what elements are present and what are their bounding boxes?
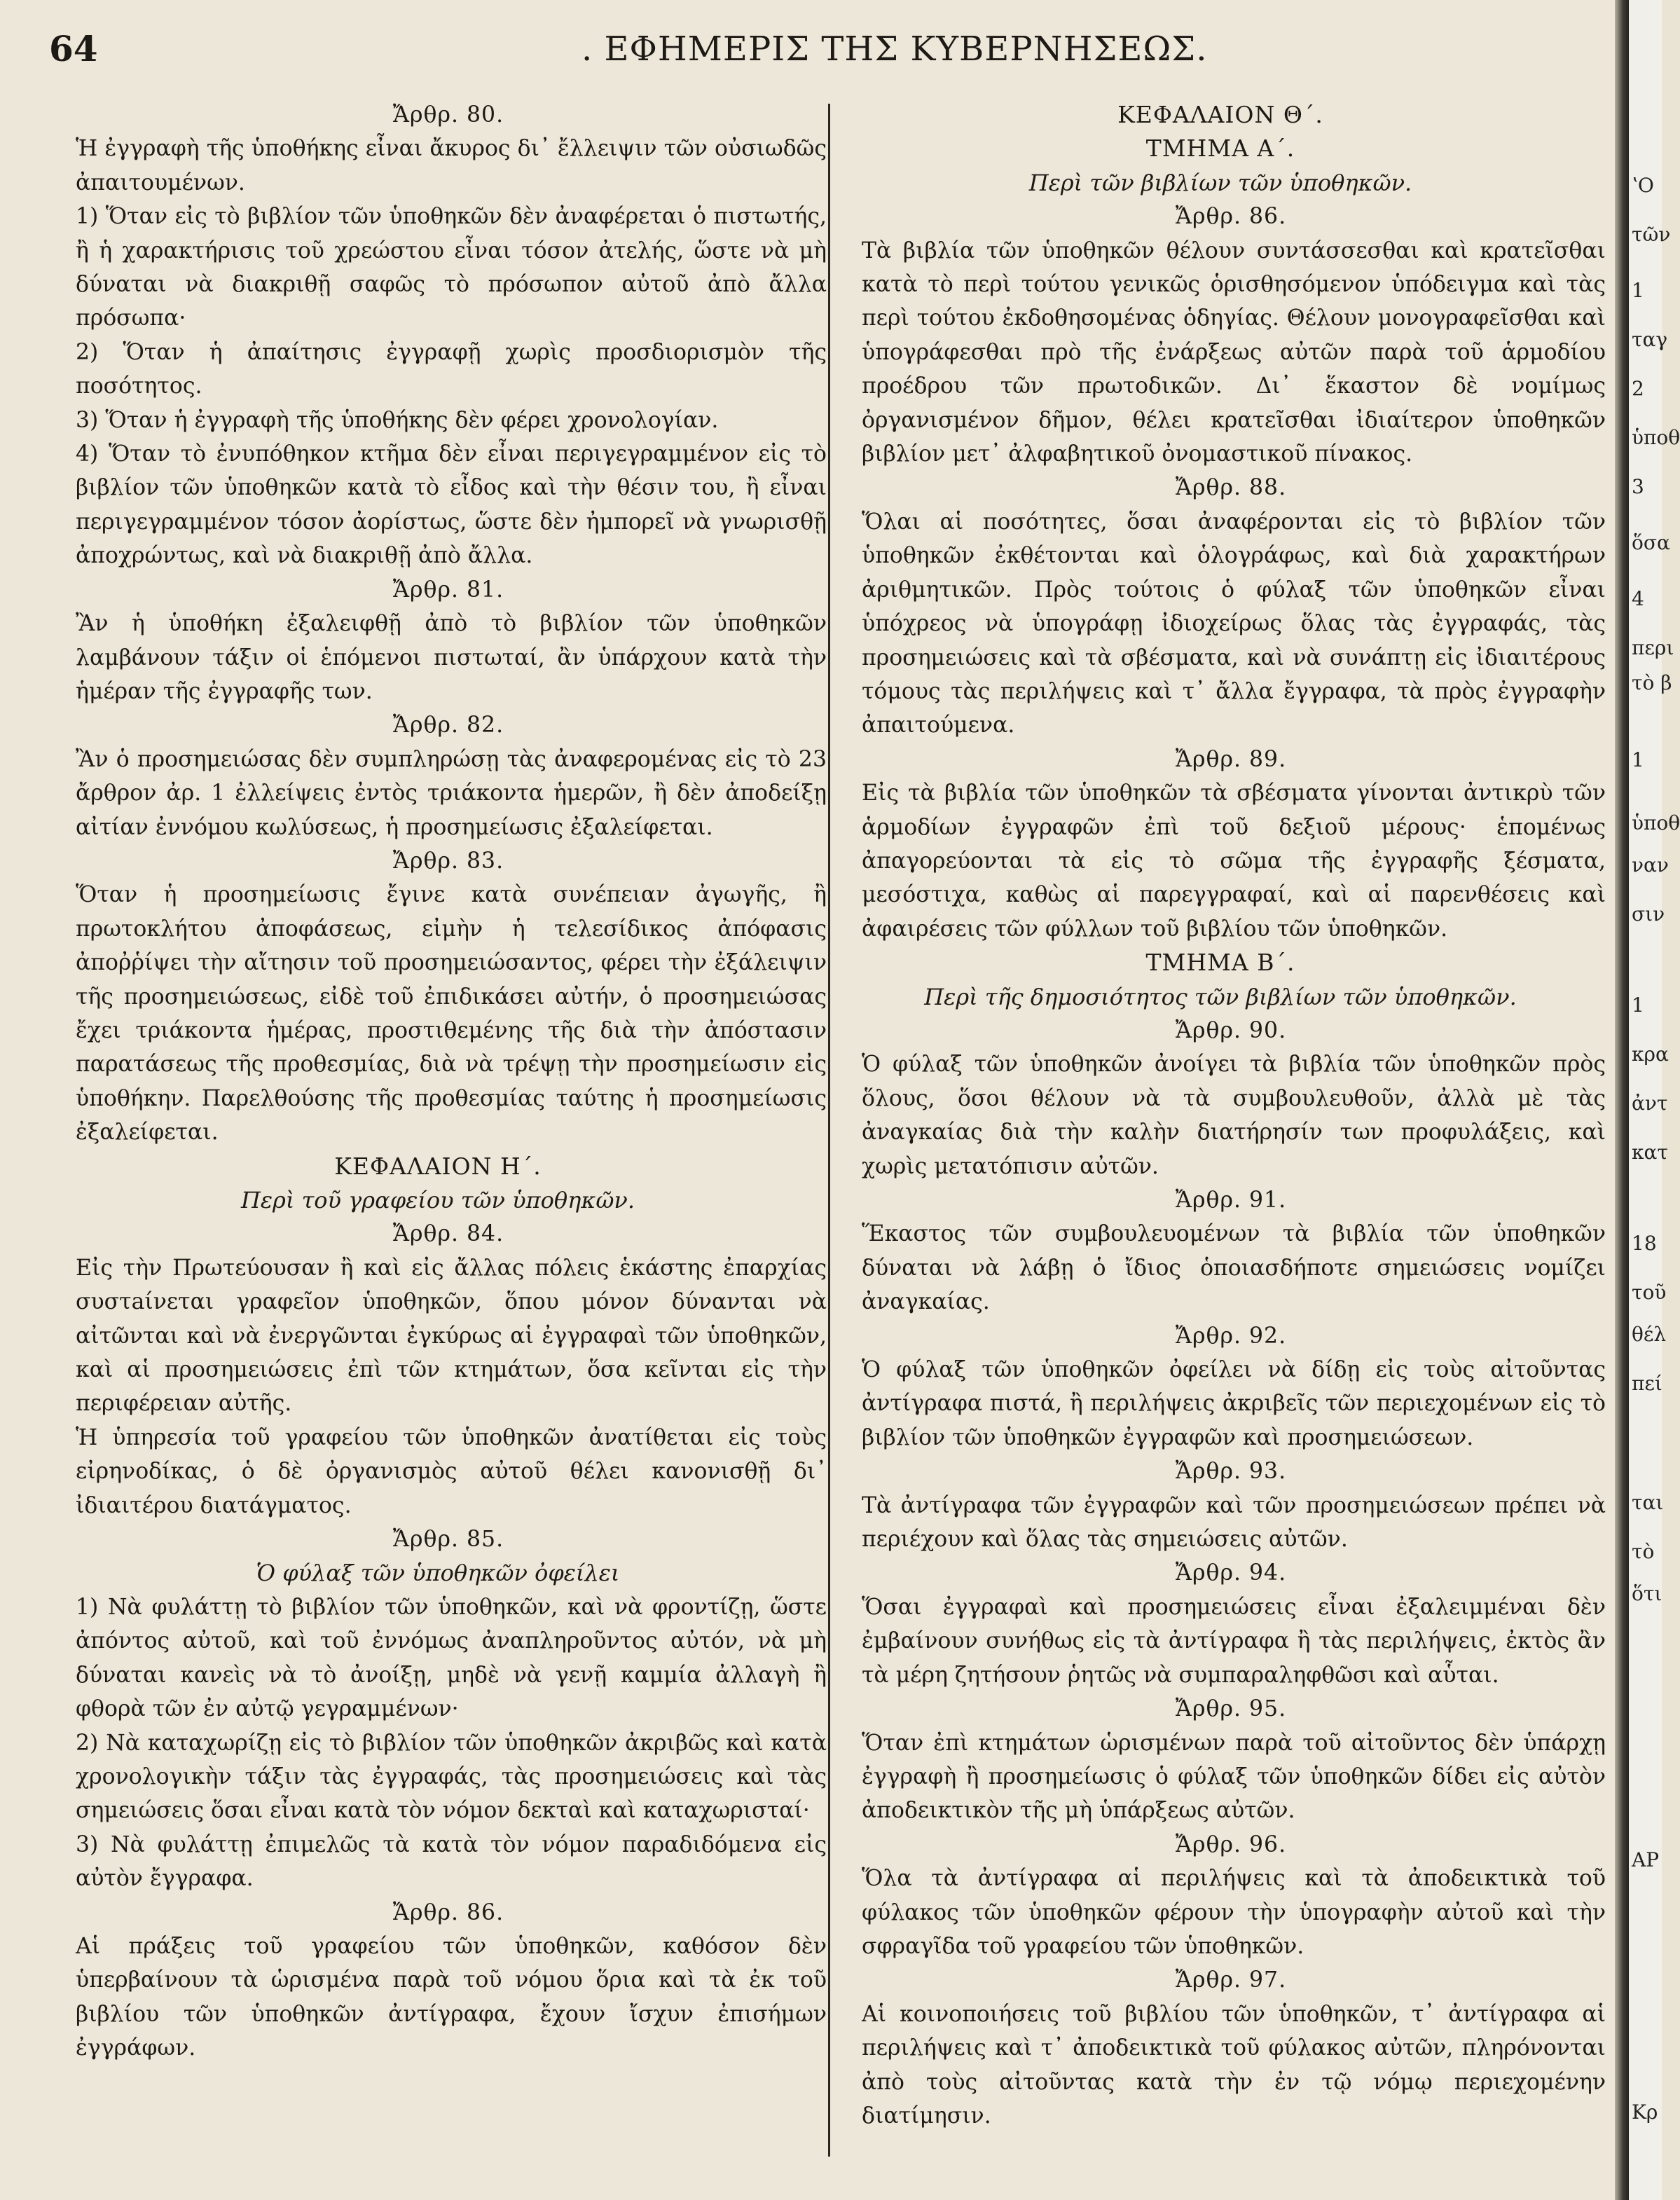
- article-number: Ἄρθρ. 86.: [392, 1899, 504, 1925]
- paragraph: 2) Ὅταν ἡ ἀπαίτησις ἐγγραφῇ χωρὶς προσδιορισμὸν τῆς ποσότητος.: [76, 339, 827, 399]
- adjacent-page-fragment: τὸ: [1632, 1540, 1655, 1563]
- adjacent-page-fragment: 3: [1632, 475, 1644, 498]
- adjacent-page-fragment: AP: [1632, 1848, 1660, 1871]
- adjacent-page-fragment: ταγ: [1632, 328, 1668, 351]
- paragraph: 4) Ὅταν τὸ ἐνυπόθηκον κτῆμα δὲν εἶναι περιγεγραμμένον εἰς τὸ βιβλίον τῶν ὑποθηκῶν κατὰ τὸ εἶδος καὶ τὴν θέσιν του, ἢ εἶναι περιγεγραμμένον τόσον ἀορίστως, ὥστε δὲν ἠμπορεῖ νὰ γνωρισθῇ ἀποχρώντως, καὶ νὰ διακριθῇ ἀπὸ ἄλλα.: [76, 441, 827, 569]
- adjacent-page-fragment: ὑποθ: [1632, 811, 1680, 834]
- article-number: Ἄρθρ. 82.: [392, 713, 504, 738]
- article-number: Ἄρθρ. 80.: [392, 102, 504, 128]
- column-divider: [828, 104, 830, 2157]
- paragraph: Ἂν ἡ ὑποθήκη ἐξαλειφθῇ ἀπὸ τὸ βιβλίον τῶν ὑποθηκῶν λαμβάνουν τάξιν οἱ ἑπόμενοι πιστωταί, ἂν ὑπάρχουν κατὰ τὴν ἡμέραν τῆς ἐγγραφῆς των.: [76, 611, 827, 704]
- adjacent-page-fragment: ὑποθ: [1632, 426, 1680, 449]
- paragraph: Τὰ βιβλία τῶν ὑποθηκῶν θέλουν συντάσσεσθαι καὶ κρατεῖσθαι κατὰ τὸ περὶ τούτου γενικῶς ὁρισθησόμενον ὑπόδειγμα καὶ τὰς περὶ τούτου ἐκδοθησομένας ὁδηγίας. Θέλουν μονογραφεῖσθαι καὶ ὑπογράφεσθαι πρὸ τῆς ἐνάρξεως αὐτῶν παρὰ τοῦ ἁρμοδίου προέδρου τῶν πρωτοδικῶν. Δι᾽ ἕκαστον δὲ νομίμως ὀργανισμένον δῆμον, θέλει κρατεῖσθαι ἰδιαίτερον ὑποθηκῶν βιβλίον μετ᾽ ἀλφαβητικοῦ ὀνομαστικοῦ πίνακος.: [862, 238, 1606, 467]
- paragraph: Ἕκαστος τῶν συμβουλευομένων τὰ βιβλία τῶν ὑποθηκῶν δύναται νὰ λάβῃ ὁ ἴδιος ὁποιασδήποτε σημειώσεις νομίζει ἀναγκαίας.: [862, 1221, 1606, 1315]
- chapter-heading: ΚΕΦΑΛΑΙΟΝ Θ΄.: [1117, 101, 1323, 128]
- paragraph: Εἰς τὰ βιβλία τῶν ὑποθηκῶν τὰ σβέσματα γίνονται ἀντικρὺ τῶν ἁρμοδίων ἐγγραφῶν ἐπὶ τοῦ δεξιοῦ μέρους· ἑπομένως ἀπαγορεύονται τὰ εἰς τὸ σῶμα τῆς ἐγγραφῆς ξέσματα, μεσόστιχα, καθὼς αἱ παρεγγραφαί, καὶ αἱ παρενθέσεις καὶ ἀφαιρέσεις τῶν φύλλων τοῦ βιβλίου τῶν ὑποθηκῶν.: [862, 781, 1606, 942]
- article-number: Ἄρθρ. 85.: [392, 1527, 504, 1553]
- adjacent-page-fragment: κρα: [1632, 1043, 1669, 1066]
- paragraph: Ἂν ὁ προσημειώσας δὲν συμπληρώσῃ τὰς ἀναφερομένας εἰς τὸ 23 ἄρθρον ἀρ. 1 ἐλλείψεις ἐντὸς τριάκοντα ἡμερῶν, ἢ δὲν ἀποδείξῃ αἰτίαν ἐννόμου κωλύσεως, ἡ προσημείωσις ἐξαλείφεται.: [76, 746, 827, 840]
- adjacent-page-fragment: κατ: [1632, 1141, 1668, 1164]
- paragraph: Ἡ ὑπηρεσία τοῦ γραφείου τῶν ὑποθηκῶν ἀνατίθεται εἰς τοὺς εἰρηνοδίκας, ὁ δὲ ὀργανισμὸς αὐτοῦ θέλει κανονισθῇ δι᾽ ἰδιαιτέρου διατάγματος.: [76, 1424, 827, 1518]
- adjacent-page-fragment: θέλ: [1632, 1323, 1667, 1346]
- article-number: Ἄρθρ. 81.: [392, 577, 504, 603]
- paragraph: Ἡ ἐγγραφὴ τῆς ὑποθήκης εἶναι ἄκυρος δι᾽ ἔλλειψιν τῶν οὐσιωδῶς ἀπαιτουμένων.: [76, 136, 827, 195]
- article-number: Ἄρθρ. 89.: [1175, 746, 1287, 772]
- adjacent-page-fragment: 4: [1632, 587, 1644, 610]
- adjacent-page-fragment: 2: [1632, 377, 1644, 400]
- book-binding: [1615, 0, 1629, 2200]
- paragraph: Τὰ ἀντίγραφα τῶν ἐγγραφῶν καὶ τῶν προσημειώσεων πρέπει νὰ περιέχουν καὶ ὅλας τὰς σημειώσεις αὐτῶν.: [862, 1492, 1606, 1553]
- section-subtitle: Περὶ τοῦ γραφείου τῶν ὑποθηκῶν.: [240, 1187, 635, 1214]
- article-number: Ἄρθρ. 90.: [1175, 1017, 1287, 1043]
- adjacent-page-fragment: 1: [1632, 279, 1644, 302]
- section-subtitle: Ὁ φύλαξ τῶν ὑποθηκῶν ὀφείλει: [256, 1560, 620, 1587]
- page-header: [49, 21, 1590, 91]
- paragraph: 1) Νὰ φυλάττῃ τὸ βιβλίον τῶν ὑποθηκῶν, καὶ νὰ φροντίζῃ, ὥστε ἀπόντος αὐτοῦ, καὶ τοῦ ἐννόμως ἀναπληροῦντος αὐτόν, νὰ μὴ δύναται κανεὶς νὰ τὸ ἀνοίξῃ, μηδὲ νὰ γενῇ καμμία ἀλλαγὴ ἢ φθορὰ τῶν ἐν αὐτῷ γεγραμμένων·: [76, 1594, 827, 1722]
- adjacent-page-fragment: ὅσα: [1632, 531, 1670, 554]
- article-number: Ἄρθρ. 96.: [1175, 1831, 1287, 1857]
- section-heading: ΤΜΗΜΑ Β΄.: [1145, 949, 1295, 977]
- section-subtitle: Περὶ τῆς δημοσιότητος τῶν βιβλίων τῶν ὑποθηκῶν.: [924, 983, 1517, 1010]
- paragraph: Ὅταν ἡ προσημείωσις ἔγινε κατὰ συνέπειαν ἀγωγῆς, ἢ πρωτοκλήτου ἀποφάσεως, εἰμὴν ἡ τελεσίδικος ἀπόφασις ἀποῤῥίψει τὴν αἴτησιν τοῦ προσημειώσαντος, φέρει τὴν ἐξάλειψιν τῆς προσημειώσεως, εἰδὲ τοῦ ἐπιδικάσει αὐτήν, ὁ προσημειώσας ἔχει τριάκοντα ἡμέρας, προστιθεμένης τῆς διὰ τὴν ἀπόστασιν παρατάσεως τῆς προθεσμίας, διὰ νὰ τρέψῃ τὴν προσημείωσιν εἰς ὑποθήκην. Παρελθούσης τῆς προθεσμίας ταύτης ἡ προσημείωσις ἐξαλείφεται.: [76, 882, 827, 1146]
- article-number: Ἄρθρ. 95.: [1175, 1696, 1287, 1722]
- adjacent-page-fragment: ὅτι: [1632, 1582, 1662, 1605]
- paragraph: 2) Νὰ καταχωρίζῃ εἰς τὸ βιβλίον τῶν ὑποθηκῶν ἀκριβῶς καὶ κατὰ χρονολογικὴν τάξιν τὰς ἐγγραφάς, τὰς προσημειώσεις καὶ τὰς σημειώσεις ὅσαι εἶναι κατὰ τὸν νόμον δεκταὶ καὶ καταχωρισταί·: [76, 1730, 827, 1824]
- adjacent-page-fragment: περι: [1632, 636, 1674, 659]
- page-number: 64: [49, 28, 98, 69]
- adjacent-page-fragment: τῶν: [1632, 223, 1671, 246]
- paragraph: Αἱ πράξεις τοῦ γραφείου τῶν ὑποθηκῶν, καθόσον δὲν ὑπερβαίνουν τὰ ὡρισμένα παρὰ τοῦ νόμου ὅρια καὶ τὰ ἐκ τοῦ βιβλίου τῶν ὑποθηκῶν ἀντίγραφα, ἔχουν ἴσχυν ἐπισήμων ἐγγράφων.: [76, 1933, 827, 2061]
- adjacent-page-edge: [1629, 0, 1680, 2200]
- right-column: [835, 98, 1606, 2186]
- adjacent-page-fragment: ʽΟ: [1632, 174, 1654, 197]
- article-number: Ἄρθρ. 91.: [1175, 1188, 1287, 1213]
- chapter-heading: ΚΕΦΑΛΑΙΟΝ Η΄.: [334, 1152, 542, 1180]
- adjacent-page-fragment: πεί: [1632, 1372, 1662, 1395]
- paragraph: Ὅταν ἐπὶ κτημάτων ὡρισμένων παρὰ τοῦ αἰτοῦντος δὲν ὑπάρχῃ ἐγγραφὴ ἢ προσημείωσις ὁ φύλαξ τῶν ὑποθηκῶν δίδει εἰς αὐτὸν ἀποδεικτικὸν τῆς μὴ ὑπάρξεως αὐτῶν.: [862, 1730, 1606, 1824]
- adjacent-page-fragment: τοῦ: [1632, 1281, 1667, 1304]
- section-subtitle: Περὶ τῶν βιβλίων τῶν ὑποθηκῶν.: [1028, 169, 1412, 196]
- adjacent-page-fragment: 1: [1632, 994, 1644, 1017]
- section-heading: ΤΜΗΜΑ Α΄.: [1145, 135, 1295, 163]
- article-number: Ἄρθρ. 83.: [392, 848, 504, 874]
- paragraph: Ὅσαι ἐγγραφαὶ καὶ προσημειώσεις εἶναι ἐξαλειμμέναι δὲν ἐμβαίνουν συνήθως εἰς τὰ ἀντίγραφα ἢ τὰς περιλήψεις, ἐκτὸς ἂν τὰ μέρη ζητήσουν ῥητῶς νὰ συμπαραληφθῶσι καὶ αὗται.: [862, 1594, 1606, 1688]
- adjacent-page-fragment: ἀντ: [1632, 1092, 1668, 1115]
- paragraph: 1) Ὅταν εἰς τὸ βιβλίον τῶν ὑποθηκῶν δὲν ἀναφέρεται ὁ πιστωτής, ἢ ἡ χαρακτήρισις τοῦ χρεώστου εἶναι τόσον ἀτελής, ὥστε νὰ μὴ δύναται νὰ διακριθῇ σαφῶς τὸ πρόσωπον αὐτοῦ ἀπὸ ἄλλα πρόσωπα·: [76, 204, 827, 331]
- adjacent-page-fragment: 18: [1632, 1232, 1657, 1255]
- article-number: Ἄρθρ. 92.: [1175, 1323, 1287, 1349]
- paragraph: Ὅλαι αἱ ποσότητες, ὅσαι ἀναφέρονται εἰς τὸ βιβλίον τῶν ὑποθηκῶν ἐκθέτονται καὶ ὁλογράφως, καὶ διὰ χαρακτήρων ἀριθμητικῶν. Πρὸς τούτοις ὁ φύλαξ τῶν ὑποθηκῶν εἶναι ὑπόχρεος νὰ ὑπογράφῃ ἰδιοχείρως ὅλας τὰς ἐγγραφάς, τὰς προσημειώσεις καὶ τὰ σβέσματα, καὶ νὰ συνάπτῃ εἰς ἰδιαιτέρους τόμους τὰς περιλήψεις καὶ τ᾽ ἄλλα ἔγγραφα, τὰ πρὸς ἐγγραφὴν ἀπαιτούμενα.: [862, 509, 1606, 738]
- adjacent-page-fragment: 1: [1632, 748, 1644, 771]
- adjacent-page-fragment: ται: [1632, 1491, 1664, 1514]
- adjacent-page-fragment: ναν: [1632, 853, 1669, 876]
- article-number: Ἄρθρ. 97.: [1175, 1967, 1287, 1993]
- article-number: Ἄρθρ. 84.: [392, 1221, 504, 1247]
- article-number: Ἄρθρ. 94.: [1175, 1560, 1287, 1586]
- paragraph: Ὁ φύλαξ τῶν ὑποθηκῶν ἀνοίγει τὰ βιβλία τῶν ὑποθηκῶν πρὸς ὅλους, ὅσοι θέλουν νὰ τὰ συμβουλευθοῦν, ἀλλὰ μὲ τὰς ἀναγκαίας διὰ τὴν καλὴν διατήρησίν των προφυλάξεις, καὶ χωρὶς μετατόπισιν αὐτῶν.: [862, 1052, 1606, 1179]
- paragraph: 3) Νὰ φυλάττῃ ἐπιμελῶς τὰ κατὰ τὸν νόμον παραδιδόμενα εἰς αὐτὸν ἔγγραφα.: [76, 1831, 827, 1892]
- paragraph: 3) Ὅταν ἡ ἐγγραφὴ τῆς ὑποθήκης δὲν φέρει χρονολογίαν.: [76, 407, 719, 433]
- paragraph: Ὅλα τὰ ἀντίγραφα αἱ περιλήψεις καὶ τὰ ἀποδεικτικὰ τοῦ φύλακος τῶν ὑποθηκῶν φέρουν τὴν ὑπογραφὴν αὐτοῦ καὶ τὴν σφραγῖδα τοῦ γραφείου τῶν ὑποθηκῶν.: [862, 1866, 1606, 1959]
- adjacent-page-fragment: Kρ: [1632, 2101, 1658, 2124]
- article-number: Ἄρθρ. 86.: [1175, 204, 1287, 230]
- paragraph: Ὁ φύλαξ τῶν ὑποθηκῶν ὀφείλει νὰ δίδῃ εἰς τοὺς αἰτοῦντας ἀντίγραφα πιστά, ἢ περιλήψεις ἀκριβεῖς τῶν περιεχομένων εἰς τὸ βιβλίον τῶν ὑποθηκῶν ἐγγραφῶν καὶ προσημειώσεων.: [862, 1357, 1606, 1450]
- paragraph: Εἰς τὴν Πρωτεύουσαν ἢ καὶ εἰς ἄλλας πόλεις ἑκάστης ἐπαρχίας συστaίνεται γραφεῖον ὑποθηκῶν, ὅπου μόνον δύνανται νὰ αἰτῶνται καὶ νὰ ἐνεργῶνται ἐγκύρως αἱ ἐγγραφαὶ τῶν ὑποθηκῶν, καὶ αἱ προσημειώσεις ἐπὶ τῶν κτημάτων, ὅσα κεῖνται εἰς τὴν περιφέρειαν αὐτῆς.: [76, 1255, 827, 1417]
- left-column: [49, 98, 827, 2186]
- article-number: Ἄρθρ. 93.: [1175, 1459, 1287, 1485]
- adjacent-page-fragment: τὸ β: [1632, 671, 1672, 694]
- adjacent-page-fragment: σιν: [1632, 902, 1665, 926]
- article-number: Ἄρθρ. 88.: [1175, 475, 1287, 501]
- running-title: . ΕΦΗΜΕΡΙΣ ΤΗΣ ΚΥΒΕΡΝΗΣΕΩΣ.: [581, 29, 1208, 69]
- paragraph: Αἱ κοινοποιήσεις τοῦ βιβλίου τῶν ὑποθηκῶν, τ᾽ ἀντίγραφα αἱ περιλήψεις καὶ τ᾽ ἀποδεικτικὰ τοῦ φύλακος αὐτῶν, πληρόνονται ἀπὸ τοὺς αἰτοῦντας κατὰ τὴν ἐν τῷ νόμῳ περιεχομένην διατίμησιν.: [862, 2001, 1606, 2129]
